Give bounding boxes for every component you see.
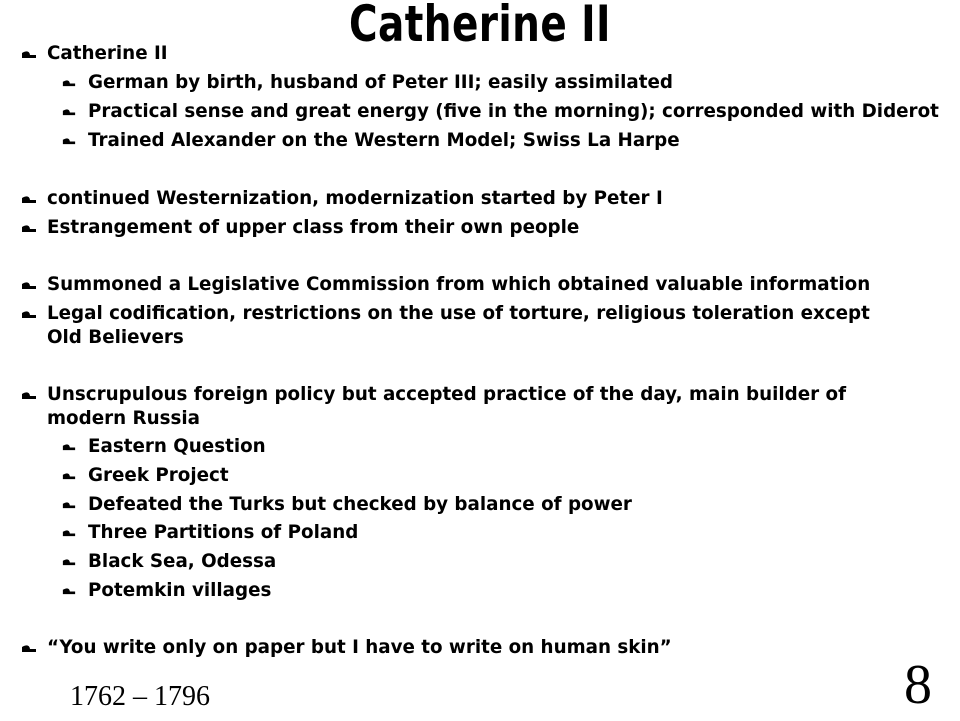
bullet-item: Summoned a Legislative Commission from which obtained valuable information	[47, 273, 870, 297]
bullet-icon	[62, 579, 82, 603]
date-range: 1762 – 1796	[70, 681, 210, 712]
bullet-item: Unscrupulous foreign policy but accepted practice of the day, main builder of modern Russia	[47, 383, 897, 431]
bullet-icon	[62, 521, 82, 545]
bullet-item: Eastern Question	[88, 435, 266, 459]
bullet-icon	[21, 216, 41, 240]
bullet-item: Legal codification, restrictions on the use of torture, religious toleration except Old Believers	[47, 302, 897, 350]
bullet-icon	[62, 71, 82, 95]
bullet-item: Defeated the Turks but checked by balance of power	[88, 493, 632, 517]
bullet-icon	[21, 302, 41, 326]
bullet-icon	[21, 273, 41, 297]
bullet-icon	[21, 42, 41, 66]
bullet-item: Black Sea, Odessa	[88, 550, 276, 574]
bullet-item: “You write only on paper but I have to write on human skin”	[47, 636, 672, 660]
bullet-item: Potemkin villages	[88, 579, 271, 603]
bullet-item: Three Partitions of Poland	[88, 521, 358, 545]
bullet-icon	[62, 493, 82, 517]
slide-title: Catherine II	[349, 0, 611, 53]
bullet-item: Practical sense and great energy (five in the morning); corresponded with Diderot	[88, 100, 939, 124]
bullet-item: continued Westernization, modernization started by Peter I	[47, 187, 663, 211]
bullet-icon	[62, 129, 82, 153]
bullet-item: German by birth, husband of Peter III; easily assimilated	[88, 71, 673, 95]
bullet-item: Greek Project	[88, 464, 229, 488]
bullet-icon	[62, 100, 82, 124]
bullet-icon	[62, 550, 82, 574]
page-number: 8	[904, 654, 932, 716]
bullet-item: Catherine II	[47, 42, 168, 66]
bullet-item: Estrangement of upper class from their own people	[47, 216, 579, 240]
bullet-item: Trained Alexander on the Western Model; Swiss La Harpe	[88, 129, 680, 153]
bullet-icon	[62, 464, 82, 488]
bullet-icon	[21, 636, 41, 660]
bullet-icon	[21, 187, 41, 211]
bullet-icon	[21, 383, 41, 407]
bullet-icon	[62, 435, 82, 459]
